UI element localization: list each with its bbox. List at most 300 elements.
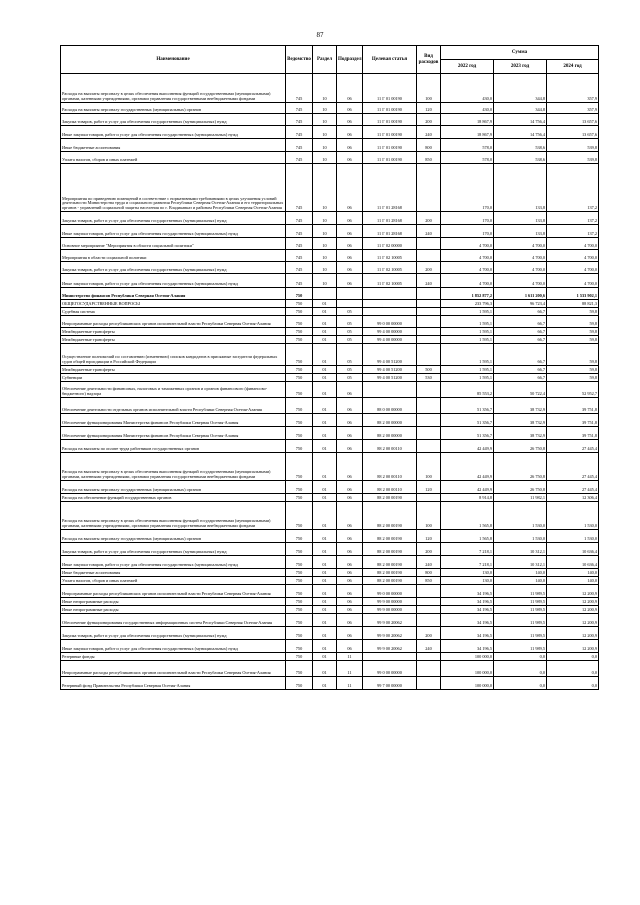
row-podrazdel: 11 [337, 661, 363, 677]
row-value-2022: 4 700,0 [441, 238, 494, 250]
row-vr [417, 614, 441, 627]
row-name: Министерство финансов Республики Северная Осетия-Алания [61, 288, 286, 300]
row-value-2023: 38 732,9 [494, 414, 547, 427]
row-value-2022: 170,0 [441, 212, 494, 225]
row-value-2022: 578,0 [441, 139, 494, 152]
table-row [61, 212, 599, 225]
row-ved: 750 [286, 328, 313, 336]
row-value-2022: 34 196,5 [441, 606, 494, 614]
row-value-2023: 26 750,8 [494, 440, 547, 453]
row-ved: 745 [286, 152, 313, 164]
row-name: Обеспечение функционирования Министерства финансов Республики Северная Осетия-Алания [61, 427, 286, 440]
row-podrazdel: 06 [337, 606, 363, 614]
row-cs: 11 Г 01 28168 [363, 212, 417, 225]
row-razdel: 01 [313, 440, 337, 453]
row-name: Иные закупки товаров, работ и услуг для обеспечения государственных (муниципальных) нужд [61, 126, 286, 139]
row-value-2024: 88 821,3 [547, 300, 599, 308]
row-value-2022: 34 196,5 [441, 627, 494, 640]
row-ved: 750 [286, 543, 313, 556]
row-value-2023: 11 989,5 [494, 598, 547, 606]
row-razdel: 10 [313, 139, 337, 152]
table-row [61, 606, 599, 614]
table-row [61, 556, 599, 569]
row-vr [417, 598, 441, 606]
row-vr [417, 308, 441, 316]
table-row [61, 139, 599, 152]
table-row [61, 288, 599, 300]
row-value-2024: 140,0 [547, 569, 599, 577]
row-value-2023: 66,7 [494, 344, 547, 366]
row-podrazdel: 05 [337, 344, 363, 366]
row-value-2022: 430,0 [441, 74, 494, 103]
row-podrazdel: 06 [337, 126, 363, 139]
row-cs: 88 2 00 00190 [363, 502, 417, 530]
row-ved: 750 [286, 414, 313, 427]
row-podrazdel: 05 [337, 336, 363, 344]
row-vr [417, 414, 441, 427]
table-row [61, 164, 599, 212]
row-value-2022: 1 595,1 [441, 316, 494, 328]
row-podrazdel: 06 [337, 152, 363, 164]
row-ved: 750 [286, 569, 313, 577]
row-ved: 750 [286, 288, 313, 300]
row-value-2022: 1 565,8 [441, 530, 494, 543]
row-cs: 11 Г 01 00190 [363, 126, 417, 139]
row-razdel: 01 [313, 627, 337, 640]
row-razdel: 01 [313, 453, 337, 481]
row-vr [417, 344, 441, 366]
row-ved: 745 [286, 274, 313, 288]
row-razdel: 10 [313, 238, 337, 250]
table-row [61, 569, 599, 577]
row-podrazdel: 05 [337, 308, 363, 316]
row-podrazdel: 06 [337, 577, 363, 585]
row-ved: 750 [286, 640, 313, 653]
header-year-2022: 2022 год [441, 60, 494, 74]
row-value-2024: 59,8 [547, 308, 599, 316]
row-razdel: 01 [313, 336, 337, 344]
table-row [61, 653, 599, 661]
row-razdel: 01 [313, 585, 337, 598]
row-value-2022: 34 196,5 [441, 640, 494, 653]
row-value-2022: 51 356,7 [441, 414, 494, 427]
row-value-2023: 11 989,5 [494, 627, 547, 640]
row-name: Мероприятия по приведению помещений в соответствие с нормативными требованиями в целях улучшения условий деятельности Министерства труда и социального развития Республики Северная Осетия-Алания и его территориальных органов - управлений социальной защиты населения по г. Владикавказ и районам Республики Северная Осетия-Алания [61, 164, 286, 212]
row-value-2024: 1 530,0 [547, 502, 599, 530]
row-value-2022: 130,0 [441, 569, 494, 577]
row-value-2024: 39 751,8 [547, 398, 599, 414]
row-cs: 88 2 00 00190 [363, 494, 417, 502]
row-value-2023: 133,8 [494, 212, 547, 225]
row-razdel: 01 [313, 414, 337, 427]
row-value-2024: 12 200,9 [547, 585, 599, 598]
table-row [61, 414, 599, 427]
row-value-2024: 10 636,4 [547, 556, 599, 569]
row-cs: 99 0 00 00000 [363, 661, 417, 677]
row-razdel: 01 [313, 366, 337, 374]
row-value-2024: 52 952,7 [547, 382, 599, 398]
row-razdel: 01 [313, 344, 337, 366]
row-podrazdel: 06 [337, 382, 363, 398]
row-value-2023: 344,8 [494, 103, 547, 114]
row-podrazdel: 06 [337, 585, 363, 598]
row-vr: 850 [417, 152, 441, 164]
row-value-2023: 133,8 [494, 164, 547, 212]
row-vr [417, 328, 441, 336]
row-cs: 88 2 00 00000 [363, 414, 417, 427]
row-cs: 99 9 00 20062 [363, 614, 417, 627]
row-cs: 11 Г 01 00190 [363, 103, 417, 114]
row-podrazdel: 06 [337, 556, 363, 569]
row-ved: 750 [286, 366, 313, 374]
row-cs: 88 2 00 00000 [363, 427, 417, 440]
row-value-2022: 170,0 [441, 164, 494, 212]
row-vr: 850 [417, 577, 441, 585]
table-row [61, 374, 599, 382]
row-cs: 99 4 00 51200 [363, 366, 417, 374]
row-value-2022: 1 595,1 [441, 328, 494, 336]
row-ved: 745 [286, 262, 313, 274]
table-row [61, 543, 599, 556]
row-vr: 120 [417, 530, 441, 543]
table-row [61, 74, 599, 103]
row-value-2024: 1 530,0 [547, 530, 599, 543]
row-vr [417, 677, 441, 690]
row-value-2024: 12 200,9 [547, 598, 599, 606]
row-vr [417, 382, 441, 398]
row-cs: 88 0 00 00000 [363, 398, 417, 414]
row-value-2022: 18 867,9 [441, 126, 494, 139]
row-value-2022: 4 700,0 [441, 250, 494, 262]
row-cs: 11 Г 01 00190 [363, 114, 417, 126]
row-name: Иные закупки товаров, работ и услуг для обеспечения государственных (муниципальных) нужд [61, 225, 286, 238]
row-ved: 745 [286, 250, 313, 262]
row-cs: 11 Г 02 10005 [363, 250, 417, 262]
row-cs: 11 Г 01 00190 [363, 139, 417, 152]
row-value-2023: 66,7 [494, 316, 547, 328]
row-value-2023: 38 732,9 [494, 398, 547, 414]
row-cs: 99 9 00 20062 [363, 627, 417, 640]
header-summa: Сумма [441, 46, 599, 60]
row-ved: 750 [286, 556, 313, 569]
row-name: Закупка товаров, работ и услуг для обеспечения государственных (муниципальных) нужд [61, 114, 286, 126]
row-ved: 750 [286, 530, 313, 543]
row-value-2022: 1 595,1 [441, 344, 494, 366]
row-razdel [313, 288, 337, 300]
row-value-2023: 11 989,5 [494, 606, 547, 614]
row-vr: 240 [417, 640, 441, 653]
row-podrazdel: 11 [337, 677, 363, 690]
row-podrazdel: 06 [337, 212, 363, 225]
row-vr [417, 316, 441, 328]
row-value-2023: 11 989,5 [494, 614, 547, 627]
budget-table [60, 45, 599, 690]
row-vr: 800 [417, 139, 441, 152]
row-name: Обеспечение деятельности финансовых, налоговых и таможенных органов и органов финансового (финансово-бюджетного) надзора [61, 382, 286, 398]
row-vr [417, 494, 441, 502]
row-cs: 99 9 00 20062 [363, 640, 417, 653]
row-cs: 88 2 00 00190 [363, 577, 417, 585]
row-value-2024: 12 200,9 [547, 640, 599, 653]
row-ved: 745 [286, 114, 313, 126]
row-podrazdel: 06 [337, 103, 363, 114]
row-ved: 750 [286, 453, 313, 481]
row-cs: 88 2 00 00190 [363, 556, 417, 569]
row-razdel: 01 [313, 530, 337, 543]
row-razdel: 10 [313, 74, 337, 103]
row-vr [417, 288, 441, 300]
row-value-2024: 0,0 [547, 677, 599, 690]
header-year-2023: 2023 год [494, 60, 547, 74]
row-name: Закупка товаров, работ и услуг для обеспечения государственных (муниципальных) нужд [61, 543, 286, 556]
row-cs: 88 2 00 00190 [363, 543, 417, 556]
row-value-2024: 59,8 [547, 366, 599, 374]
row-vr: 100 [417, 74, 441, 103]
row-podrazdel: 06 [337, 238, 363, 250]
row-name: ОБЩЕГОСУДАРСТВЕННЫЕ ВОПРОСЫ [61, 300, 286, 308]
row-razdel: 01 [313, 653, 337, 661]
row-value-2022: 51 356,7 [441, 427, 494, 440]
row-value-2022: 1 595,1 [441, 336, 494, 344]
row-razdel: 01 [313, 300, 337, 308]
row-podrazdel: 06 [337, 502, 363, 530]
row-podrazdel: 11 [337, 653, 363, 661]
table-row [61, 598, 599, 606]
table-row [61, 440, 599, 453]
row-vr [417, 606, 441, 614]
row-name: Закупка товаров, работ и услуг для обеспечения государственных (муниципальных) нужд [61, 262, 286, 274]
table-row [61, 274, 599, 288]
row-vr: 800 [417, 569, 441, 577]
row-vr: 240 [417, 126, 441, 139]
row-razdel: 10 [313, 126, 337, 139]
row-ved: 745 [286, 164, 313, 212]
row-razdel: 01 [313, 598, 337, 606]
table-row [61, 577, 599, 585]
row-value-2023: 538,6 [494, 139, 547, 152]
row-value-2024: 137,2 [547, 212, 599, 225]
row-value-2024: 27 445,4 [547, 481, 599, 494]
row-name: Резервные фонды [61, 653, 286, 661]
row-vr [417, 585, 441, 598]
row-vr: 200 [417, 543, 441, 556]
row-razdel: 10 [313, 274, 337, 288]
row-vr: 200 [417, 627, 441, 640]
row-name: Закупка товаров, работ и услуг для обеспечения государственных (муниципальных) нужд [61, 627, 286, 640]
row-ved: 750 [286, 577, 313, 585]
table-row [61, 308, 599, 316]
row-name: Обеспечение функционирования Министерства финансов Республики Северная Осетия-Алания [61, 414, 286, 427]
row-ved: 750 [286, 502, 313, 530]
row-vr: 120 [417, 103, 441, 114]
row-ved: 750 [286, 481, 313, 494]
row-cs: 88 2 00 00190 [363, 530, 417, 543]
table-row [61, 585, 599, 598]
row-value-2024: 1 533 902,1 [547, 288, 599, 300]
row-value-2023: 11 982,1 [494, 494, 547, 502]
table-row [61, 661, 599, 677]
row-ved: 750 [286, 427, 313, 440]
header-name: Наименование [61, 46, 286, 74]
row-value-2022: 34 196,5 [441, 598, 494, 606]
row-podrazdel: 06 [337, 614, 363, 627]
row-value-2024: 12 306,4 [547, 494, 599, 502]
row-value-2023: 10 312,1 [494, 556, 547, 569]
row-value-2022: 1 595,1 [441, 374, 494, 382]
row-cs: 99 0 00 00000 [363, 316, 417, 328]
row-value-2023: 26 750,8 [494, 481, 547, 494]
row-podrazdel: 06 [337, 481, 363, 494]
row-razdel: 01 [313, 606, 337, 614]
row-podrazdel: 06 [337, 427, 363, 440]
row-ved: 750 [286, 653, 313, 661]
row-value-2023: 140,0 [494, 577, 547, 585]
row-value-2022: 4 700,0 [441, 274, 494, 288]
row-vr [417, 661, 441, 677]
row-value-2024: 13 657,6 [547, 114, 599, 126]
row-cs: 99 4 00 51200 [363, 374, 417, 382]
row-name: Уплата налогов, сборов и иных платежей [61, 152, 286, 164]
row-name: Расходы на обеспечение функций государственных органов [61, 494, 286, 502]
row-vr: 200 [417, 262, 441, 274]
row-razdel: 01 [313, 382, 337, 398]
row-ved: 750 [286, 398, 313, 414]
table-row [61, 238, 599, 250]
row-value-2024: 27 445,4 [547, 453, 599, 481]
row-razdel: 01 [313, 614, 337, 627]
row-value-2023: 0,0 [494, 677, 547, 690]
row-value-2022: 85 553,2 [441, 382, 494, 398]
row-value-2022: 42 449,9 [441, 440, 494, 453]
row-value-2023: 538,6 [494, 152, 547, 164]
row-razdel: 01 [313, 374, 337, 382]
row-podrazdel: 06 [337, 627, 363, 640]
row-ved: 750 [286, 374, 313, 382]
row-vr: 200 [417, 212, 441, 225]
row-ved: 750 [286, 440, 313, 453]
row-name: Иные бюджетные ассигнования [61, 139, 286, 152]
header-ved: Ведомство [286, 46, 313, 74]
row-name: Иные непрограммные расходы [61, 598, 286, 606]
row-razdel: 01 [313, 481, 337, 494]
row-podrazdel: 06 [337, 569, 363, 577]
row-podrazdel: 06 [337, 74, 363, 103]
row-name: Расходы на выплаты персоналу в целях обеспечения выполнения функций государственными (муниципальными) органами, казенными учреждениями, органами управления государственными внебюджетными фондами [61, 74, 286, 103]
table-body [61, 74, 599, 690]
row-vr: 120 [417, 481, 441, 494]
row-cs: 99 7 00 00000 [363, 677, 417, 690]
row-value-2023: 26 750,8 [494, 453, 547, 481]
row-name: Основное мероприятие "Мероприятия в области социальной политики" [61, 238, 286, 250]
row-podrazdel: 06 [337, 414, 363, 427]
row-name: Иные закупки товаров, работ и услуг для обеспечения государственных (муниципальных) нужд [61, 640, 286, 653]
row-vr: 240 [417, 225, 441, 238]
row-razdel: 01 [313, 502, 337, 530]
row-name: Расходы на выплаты персоналу государственных (муниципальных) органов [61, 481, 286, 494]
row-value-2024: 39 751,8 [547, 414, 599, 427]
row-ved: 750 [286, 336, 313, 344]
row-ved: 745 [286, 126, 313, 139]
row-podrazdel: 06 [337, 598, 363, 606]
row-value-2023: 96 723,4 [494, 300, 547, 308]
row-podrazdel: 06 [337, 530, 363, 543]
row-podrazdel: 06 [337, 225, 363, 238]
row-value-2023: 66,7 [494, 366, 547, 374]
table-row [61, 336, 599, 344]
row-value-2024: 59,8 [547, 336, 599, 344]
row-value-2022: 170,0 [441, 225, 494, 238]
row-razdel: 01 [313, 640, 337, 653]
row-value-2022: 1 565,8 [441, 502, 494, 530]
row-razdel: 01 [313, 577, 337, 585]
row-ved: 750 [286, 614, 313, 627]
header-vr: Вид расходов [417, 46, 441, 74]
row-value-2024: 137,2 [547, 225, 599, 238]
table-row [61, 502, 599, 530]
row-value-2022: 8 914,8 [441, 494, 494, 502]
row-podrazdel: 05 [337, 316, 363, 328]
row-value-2023: 344,8 [494, 74, 547, 103]
row-value-2023: 133,8 [494, 225, 547, 238]
row-vr: 200 [417, 114, 441, 126]
row-value-2022: 42 449,9 [441, 481, 494, 494]
row-value-2023: 66,7 [494, 336, 547, 344]
row-name: Межбюджетные трансферты [61, 328, 286, 336]
row-cs: 11 Г 01 28168 [363, 164, 417, 212]
table-row [61, 300, 599, 308]
row-value-2023: 4 700,0 [494, 274, 547, 288]
row-podrazdel [337, 288, 363, 300]
row-vr [417, 653, 441, 661]
row-name: Закупка товаров, работ и услуг для обеспечения государственных (муниципальных) нужд [61, 212, 286, 225]
table-row [61, 427, 599, 440]
row-vr [417, 250, 441, 262]
table-row [61, 382, 599, 398]
row-value-2024: 4 700,0 [547, 274, 599, 288]
row-vr [417, 164, 441, 212]
row-name: Обеспечение функционирования государственных информационных систем Республики Северная Осетия-Алания [61, 614, 286, 627]
row-value-2022: 4 700,0 [441, 262, 494, 274]
row-value-2023: 66,7 [494, 374, 547, 382]
row-value-2023: 14 756,4 [494, 126, 547, 139]
row-cs: 99 9 00 00000 [363, 598, 417, 606]
row-vr: 530 [417, 374, 441, 382]
row-cs: 11 Г 02 10005 [363, 262, 417, 274]
row-vr [417, 336, 441, 344]
row-ved: 745 [286, 212, 313, 225]
row-value-2023: 11 989,5 [494, 585, 547, 598]
row-name: Уплата налогов, сборов и иных платежей [61, 577, 286, 585]
row-value-2023: 1 530,0 [494, 530, 547, 543]
row-cs: 88 2 00 00110 [363, 453, 417, 481]
row-name: Судебная система [61, 308, 286, 316]
row-value-2022: 18 867,9 [441, 114, 494, 126]
row-cs: 99 4 00 00000 [363, 328, 417, 336]
row-name: Расходы на выплаты персоналу государственных (муниципальных) органов [61, 103, 286, 114]
row-razdel: 10 [313, 250, 337, 262]
row-value-2023: 1 530,0 [494, 502, 547, 530]
table-row [61, 328, 599, 336]
row-cs: 11 Г 02 00000 [363, 238, 417, 250]
row-value-2022: 233 796,3 [441, 300, 494, 308]
table-row [61, 316, 599, 328]
table-row [61, 640, 599, 653]
row-value-2024: 27 445,4 [547, 440, 599, 453]
row-value-2022: 51 356,7 [441, 398, 494, 414]
row-vr [417, 300, 441, 308]
row-ved: 750 [286, 677, 313, 690]
row-cs: 11 Г 02 10005 [363, 274, 417, 288]
